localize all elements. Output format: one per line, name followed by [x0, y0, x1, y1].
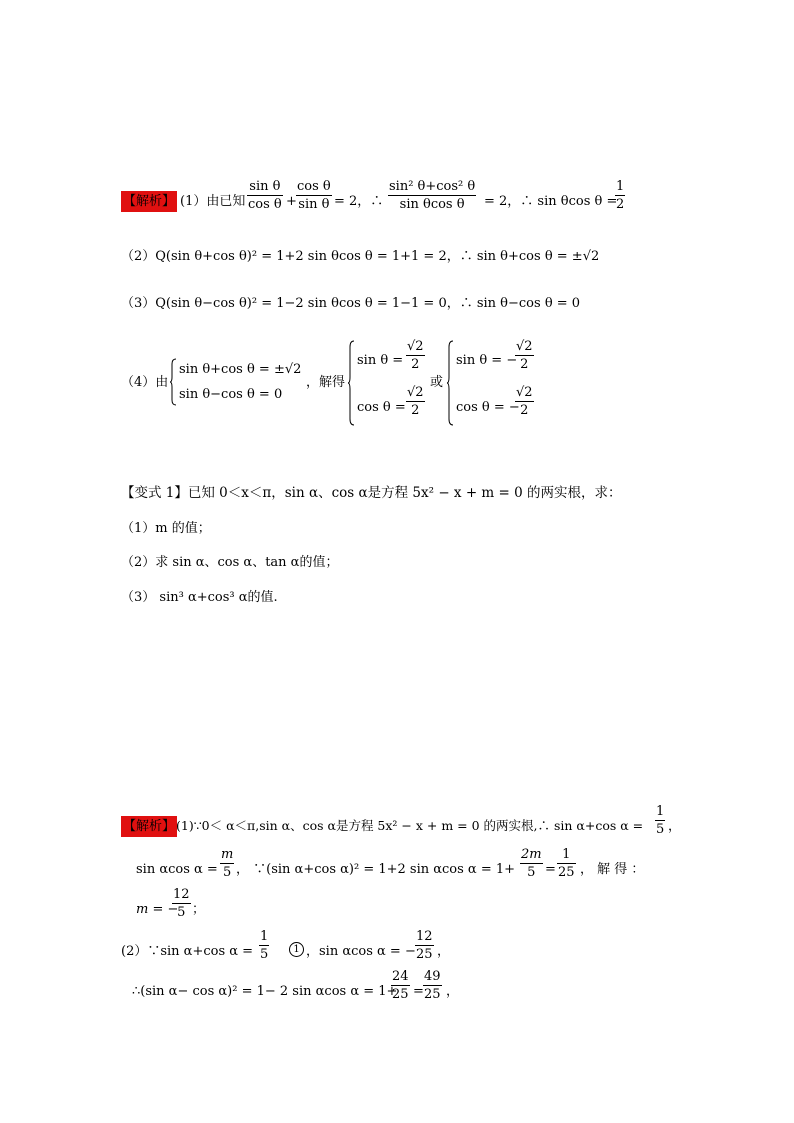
analysis-text: ， 解 得 ： — [580, 862, 645, 877]
analysis-text: (1)∵0＜ α＜π,sin α、cos α是方程 5x² − x + m = 0 的两实根,∴ sin α+cos α = — [176, 818, 644, 833]
fraction: 12 25 — [416, 929, 433, 962]
variant-1-question-3: （3） sin³ α+cos³ α的值. — [121, 590, 278, 605]
fraction: 49 25 — [424, 969, 441, 1002]
left-brace-icon — [348, 340, 355, 426]
left-brace-icon — [447, 340, 454, 426]
fraction: 1 25 — [558, 847, 575, 880]
analysis-1-line-4 — [0, 338, 794, 430]
analysis-text: m = − — [136, 902, 179, 917]
analysis-text: sin αcos α = — [136, 862, 218, 877]
analysis-text: ， ∵(sin α+cos α)² = 1+2 sin αcos α = 1+ — [236, 862, 516, 877]
variant-1-question-2: （2）求 sin α、cos α、tan α的值； — [121, 555, 339, 570]
fraction: cos θ sin θ — [297, 179, 331, 212]
punctuation: ， — [446, 984, 460, 999]
analysis-1-line-1 — [0, 180, 794, 240]
system-equation-2: sin θ−cos θ = 0 — [179, 387, 283, 402]
root-sin: sin θ = — [357, 353, 404, 368]
fraction: m 5 — [221, 847, 234, 880]
fraction: 1 5 — [656, 804, 665, 837]
fraction: 12 5 — [173, 887, 190, 920]
variant-1-title: 【变式 1】已知 0＜x＜π，sin α、cos α是方程 5x² − x + m = 0 的两实根，求： — [121, 485, 622, 501]
analysis-text: ∴(sin α− cos α)² = 1− 2 sin αcos α = 1+ — [132, 984, 398, 999]
analysis-1-line-2: （2）Q(sin θ+cos θ)² = 1+2 sin θcos θ = 1+1 = 2，∴ sin θ+cos θ = ±√2 — [121, 249, 600, 264]
fraction: √2 2 — [407, 385, 424, 418]
analysis-text: （4）由 — [121, 375, 169, 390]
equals-sign: = — [545, 862, 556, 877]
analysis-text: (2）∵sin α+cos α = — [121, 944, 254, 959]
equals-sign: = — [413, 984, 424, 999]
equation-text: = 2，∴ sin θcos θ = — [484, 194, 618, 209]
equation-text: = 2，∴ — [334, 194, 384, 209]
analysis-1-line-3: （3）Q(sin θ−cos θ)² = 1−2 sin θcos θ = 1−1 = 0，∴ sin θ−cos θ = 0 — [121, 296, 581, 311]
fraction: sin θ cos θ — [248, 179, 282, 212]
analysis-2-line-5 — [0, 970, 794, 1030]
or-text: 或 — [430, 375, 444, 390]
analysis-text: ，解得 — [306, 375, 346, 390]
fraction: 2m 5 — [521, 847, 542, 880]
fraction: 1 5 — [260, 929, 269, 962]
fraction: √2 2 — [516, 339, 533, 372]
root-sin-negative: sin θ = − — [456, 353, 518, 368]
root-cos: cos θ = — [357, 400, 406, 415]
punctuation: ； — [192, 902, 206, 917]
left-brace-icon — [170, 358, 177, 406]
plus-sign: + — [286, 194, 297, 209]
system-equation-1: sin θ+cos θ = ±√2 — [179, 362, 302, 377]
fraction: √2 2 — [407, 339, 424, 372]
fraction: 1 2 — [616, 179, 625, 212]
analysis-text: ，sin αcos α = − — [306, 944, 416, 959]
root-cos-negative: cos θ = − — [456, 400, 520, 415]
fraction: sin² θ+cos² θ sin θcos θ — [389, 179, 476, 212]
variant-1-question-1: （1）m 的值； — [121, 521, 211, 536]
analysis-text: (1）由已知 — [180, 194, 246, 209]
punctuation: ， — [437, 944, 451, 959]
fraction: 24 25 — [392, 969, 409, 1002]
fraction: √2 2 — [516, 385, 533, 418]
analysis-tag: 【解析】 — [121, 191, 177, 212]
circled-number: 1 — [289, 942, 304, 957]
punctuation: ， — [668, 819, 682, 834]
analysis-tag: 【解析】 — [121, 816, 177, 837]
